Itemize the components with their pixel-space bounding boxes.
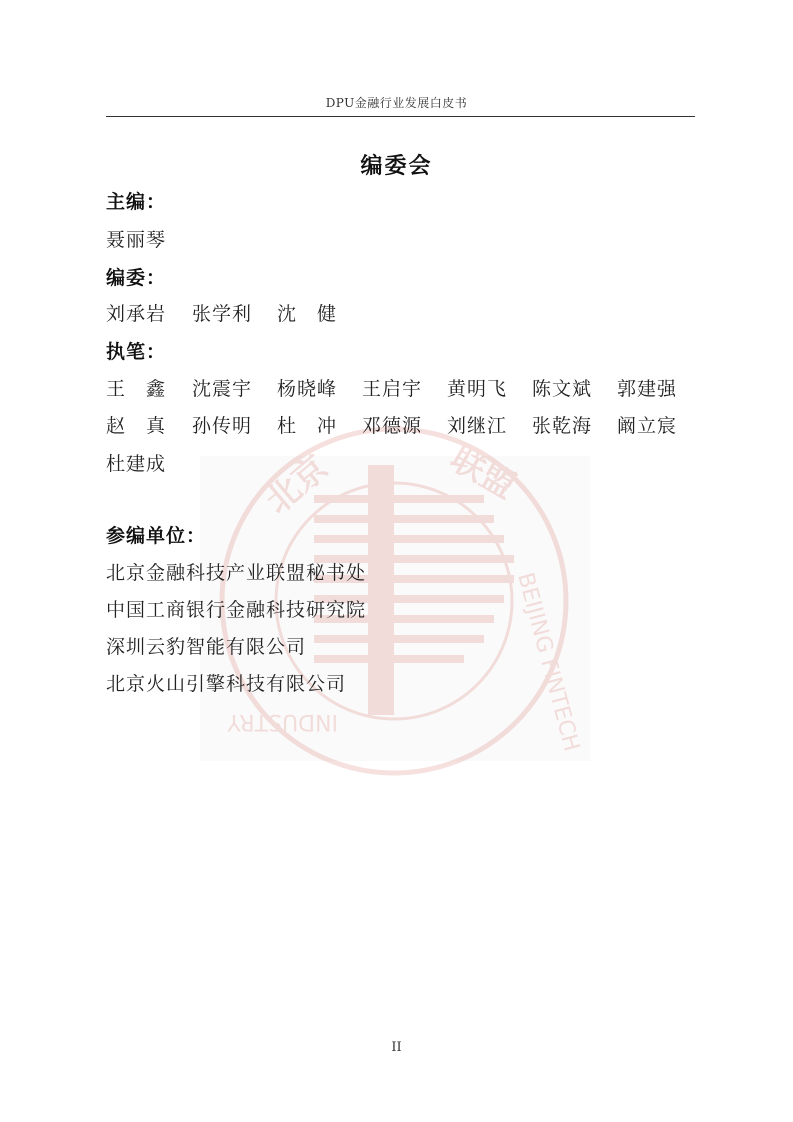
svg-text:联盟: 联盟 bbox=[443, 438, 523, 507]
writer-name: 刘继江 bbox=[447, 415, 508, 437]
running-header: DPU金融行业发展白皮书 bbox=[325, 96, 468, 110]
participating-unit: 北京火山引擎科技有限公司 bbox=[106, 673, 347, 695]
writer-name: 杜 冲 bbox=[277, 415, 338, 437]
page-number: II bbox=[391, 1040, 402, 1055]
chief-editor-label: 主编： bbox=[106, 191, 167, 213]
editorial-board-label: 编委： bbox=[106, 267, 167, 289]
writer-name: 孙传明 bbox=[192, 415, 253, 437]
writer-name: 杨晓峰 bbox=[277, 378, 338, 400]
writers-row-1 bbox=[0, 374, 793, 400]
chief-editor-name: 聂丽琴 bbox=[106, 229, 167, 251]
participating-units-label: 参编单位： bbox=[106, 525, 207, 547]
writer-name: 王 鑫 bbox=[106, 378, 167, 400]
svg-text:BEIJING FINTECH: BEIJING FINTECH bbox=[512, 570, 584, 755]
participating-unit: 北京金融科技产业联盟秘书处 bbox=[106, 562, 367, 584]
participating-unit: 深圳云豹智能有限公司 bbox=[106, 636, 307, 658]
writer-name: 杜建成 bbox=[106, 453, 167, 475]
writers-row-2 bbox=[0, 411, 793, 437]
writer-name: 王启宇 bbox=[362, 378, 423, 400]
svg-text:INDUSTRY: INDUSTRY bbox=[227, 709, 338, 734]
writer-name: 郭建强 bbox=[617, 378, 678, 400]
editorial-board-names bbox=[0, 299, 793, 325]
writer-name: 张乾海 bbox=[532, 415, 593, 437]
editorial-member: 刘承岩 bbox=[106, 303, 167, 325]
header-divider bbox=[106, 116, 695, 117]
writer-name: 邓德源 bbox=[362, 415, 423, 437]
writer-name: 沈震宇 bbox=[192, 378, 253, 400]
writer-name: 阚立宸 bbox=[617, 415, 678, 437]
writers-label: 执笔： bbox=[106, 341, 167, 363]
page-title: 编委会 bbox=[360, 153, 433, 179]
participating-unit: 中国工商银行金融科技研究院 bbox=[106, 599, 367, 621]
writer-name: 赵 真 bbox=[106, 415, 167, 437]
editorial-member: 沈 健 bbox=[277, 303, 338, 325]
editorial-member: 张学利 bbox=[192, 303, 253, 325]
writer-name: 黄明飞 bbox=[447, 378, 508, 400]
svg-text:北京: 北京 bbox=[258, 447, 336, 522]
writer-name: 陈文斌 bbox=[532, 378, 593, 400]
